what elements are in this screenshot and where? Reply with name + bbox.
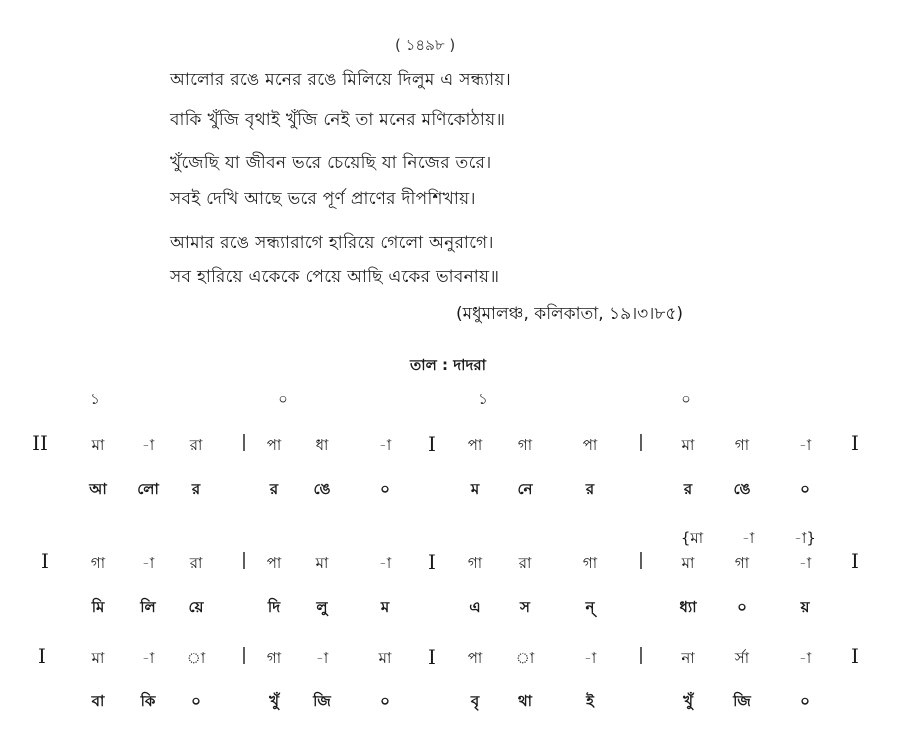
swara-note: -া [798, 436, 812, 454]
lyric-syllable: ০ [380, 480, 390, 498]
lyric-syllable: বৃ [470, 692, 480, 710]
lyric-syllable: য়ে [188, 598, 204, 616]
bar-line: | [241, 645, 247, 665]
bar-line: | [241, 432, 247, 452]
bar-line: | [638, 645, 644, 665]
swara-note: র্সা [734, 649, 750, 667]
poem-line: সব হারিয়ে একেকে পেয়ে আছি একের ভাবনায়॥ [170, 267, 500, 287]
lyric-syllable: ০ [737, 598, 747, 616]
variant-note: -া} [794, 529, 816, 547]
swara-note: পা [582, 436, 598, 454]
lyric-syllable: লো [137, 480, 159, 498]
variant-note: {মা [680, 529, 704, 547]
lyric-syllable: ০ [800, 480, 810, 498]
swara-note: মা [91, 649, 105, 667]
swara-note: পা [266, 554, 282, 572]
swara-note: -া [141, 554, 155, 572]
swara-note: -া [798, 649, 812, 667]
lyric-syllable: দি [267, 598, 281, 616]
lyric-syllable: ম [470, 480, 480, 498]
swara-note: রা [189, 554, 203, 572]
variant-note: -া [741, 529, 755, 547]
lyric-syllable: খুঁ [683, 692, 693, 710]
lyric-syllable: র [683, 480, 693, 498]
bar-line: | [638, 432, 644, 452]
swara-note: -া [378, 436, 392, 454]
lyric-syllable: জি [313, 692, 331, 710]
lyric-syllable: মি [91, 598, 105, 616]
bar-line: | [638, 550, 644, 570]
swara-note: গা [90, 554, 106, 572]
poem-line: সবই দেখি আছে ভরে পূর্ণ প্রাণের দীপশিখায়। [170, 189, 476, 209]
lyric-syllable: ন্ [585, 598, 595, 616]
swara-note: -া [141, 649, 155, 667]
swara-note: গা [517, 436, 533, 454]
lyric-syllable: নে [517, 480, 533, 498]
swara-note: মা [91, 436, 105, 454]
lyric-syllable: লু [316, 598, 328, 616]
swara-note: রা [189, 436, 203, 454]
lyric-syllable: র [269, 480, 279, 498]
lyric-syllable: কি [140, 692, 156, 710]
swara-note: া [186, 649, 206, 667]
source-citation: (মধুমালঞ্চ, কলিকাতা, ১৯।৩।৮৫) [456, 304, 684, 324]
swara-note: গা [467, 554, 483, 572]
lyric-syllable: ঙে [733, 480, 751, 498]
poem-line: আলোর রঙে মনের রঙে মিলিয়ে দিলুম এ সন্ধ্যায়। [170, 70, 512, 90]
vibhag-end-mark: I [851, 644, 859, 668]
swara-note: পা [467, 649, 483, 667]
poem-line: বাকি খুঁজি বৃথাই খুঁজি নেই তা মনের মণিকোঠায়॥ [170, 110, 506, 130]
song-number: ( ১৪৯৮ ) [395, 36, 456, 54]
lyric-syllable: খুঁ [269, 692, 279, 710]
lyric-syllable: র [191, 480, 201, 498]
lyric-syllable: আ [89, 480, 107, 498]
beat-marker: ০ [278, 390, 288, 408]
lyric-syllable: এ [469, 598, 481, 616]
lyric-syllable: ঙে [313, 480, 331, 498]
lyric-syllable: লি [140, 598, 156, 616]
vibhag-mark: I [428, 645, 436, 669]
tala-label: তাল : দাদরা [410, 356, 486, 374]
beat-marker: ১ [90, 390, 100, 408]
poem-line: খুঁজেছি যা জীবন ভরে চেয়েছি যা নিজের তরে। [170, 153, 492, 173]
swara-note: রা [518, 554, 532, 572]
swara-note: না [681, 649, 695, 667]
beat-marker: ০ [681, 390, 691, 408]
swara-note: মা [681, 554, 695, 572]
swara-note: গা [582, 554, 598, 572]
beat-marker: ১ [478, 390, 488, 408]
vibhag-mark: I [428, 550, 436, 574]
swara-note: -া [378, 554, 392, 572]
lyric-syllable: ০ [191, 692, 201, 710]
swara-note: গা [734, 436, 750, 454]
swara-note: মা [681, 436, 695, 454]
swara-note: -া [583, 649, 597, 667]
lyric-syllable: ম [380, 598, 390, 616]
swara-note: পা [467, 436, 483, 454]
lyric-syllable: বা [91, 692, 105, 710]
swara-note: ধা [315, 436, 329, 454]
lyric-syllable: স [520, 598, 530, 616]
swara-note: পা [266, 436, 282, 454]
swara-note: -া [141, 436, 155, 454]
lyric-syllable: র [585, 480, 595, 498]
poem-line: আমার রঙে সন্ধ্যারাগে হারিয়ে গেলো অনুরাগে। [170, 233, 494, 253]
swara-note: মা [315, 554, 329, 572]
lyric-syllable: ধ্যা [679, 598, 697, 616]
lyric-syllable: জি [733, 692, 751, 710]
swara-note: গা [266, 649, 282, 667]
vibhag-mark: I [428, 432, 436, 456]
lyric-syllable: ০ [800, 692, 810, 710]
vibhag-end-mark: I [851, 549, 859, 573]
lyric-syllable: য় [800, 598, 810, 616]
vibhag-end-mark: I [851, 431, 859, 455]
swara-note: মা [378, 649, 392, 667]
vibhag-start-mark: I [38, 644, 46, 668]
lyric-syllable: ০ [380, 692, 390, 710]
lyric-syllable: ই [586, 692, 594, 710]
lyric-syllable: থা [517, 692, 533, 710]
bar-line: | [241, 550, 247, 570]
swara-note: -া [315, 649, 329, 667]
vibhag-start-mark: II [32, 431, 48, 455]
swara-note: -া [798, 554, 812, 572]
vibhag-start-mark: I [41, 549, 49, 573]
swara-note: গা [734, 554, 750, 572]
swara-note: া [515, 649, 535, 667]
